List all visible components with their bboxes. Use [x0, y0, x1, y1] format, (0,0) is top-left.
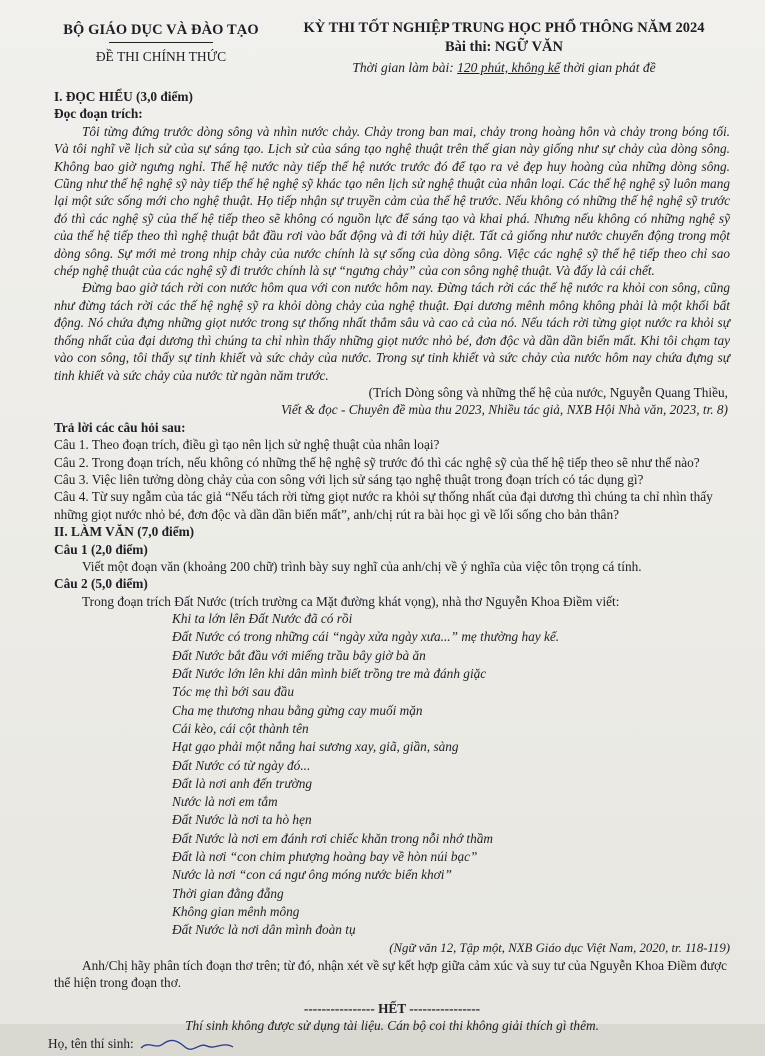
exam-note: Thí sinh không được sử dụng tài liệu. Cán bộ coi thi không giải thích gì thêm.	[185, 1018, 599, 1034]
poem-line: Đất Nước là nơi ta hò hẹn	[172, 812, 312, 828]
poem-line: Đất là nơi anh đến trường	[172, 775, 313, 791]
essay-2-task: Anh/Chị hãy phân tích đoạn thơ trên; từ đó, nhận xét về sự kết hợp giữa cảm xúc và suy tư của Nguyễn Khoa Điềm được thể hiện trong đoạn thơ.	[54, 957, 728, 991]
official-label: ĐỀ THI CHÍNH THỨC	[95, 49, 227, 65]
poem-line: Thời gian đằng đẵng	[172, 885, 284, 901]
question-2: Câu 2. Trong đoạn trích, nếu không có những thế hệ nghệ sỹ trước đó thì các nghệ sỹ của thế hệ tiếp theo sẽ như thế nào?	[54, 454, 700, 470]
part1-title: I. ĐỌC HIỂU (3,0 điểm)	[54, 89, 193, 104]
essay-2-intro: Trong đoạn trích Đất Nước (trích trường ca Mặt đường khát vọng), nhà thơ Nguyễn Khoa Điềm viết:	[82, 593, 620, 609]
candidate-label: Họ, tên thí sinh:	[48, 1035, 134, 1051]
poem-line: Đất Nước lớn lên khi dân mình biết trồng tre mà đánh giặc	[172, 666, 487, 682]
poem-line: Cha mẹ thương nhau bằng gừng cay muối mặn	[172, 702, 423, 718]
poem-line: Đất Nước là nơi em đánh rơi chiếc khăn trong nỗi nhớ thầm	[172, 830, 493, 846]
exam-title: KỲ THI TỐT NGHIỆP TRUNG HỌC PHỔ THÔNG NĂM 2024	[303, 20, 705, 36]
read-label: Đọc đoạn trích:	[54, 106, 143, 122]
ministry-underline	[109, 42, 213, 43]
exam-subject: Bài thi: NGỮ VĂN	[444, 39, 564, 56]
header-left	[56, 22, 266, 66]
part2-title: II. LÀM VĂN (7,0 điểm)	[54, 524, 195, 540]
poem-line: Khi ta lớn lên Đất Nước đã có rồi	[172, 611, 353, 627]
poem-line: Hạt gạo phải một nắng hai sương xay, giã, giần, sàng	[172, 739, 459, 755]
poem-line: Nước là nơi “con cá ngư ông móng nước biển khơi”	[172, 867, 452, 883]
exam-body	[48, 88, 730, 1052]
question-1: Câu 1. Theo đoạn trích, điều gì tạo nên lịch sử nghệ thuật của nhân loại?	[54, 437, 440, 453]
poem-line: Tóc mẹ thì bới sau đầu	[172, 684, 294, 700]
poem-line: Đất Nước có trong những cái “ngày xửa ngày xưa...” mẹ thường hay kể.	[172, 629, 560, 645]
essay-1-prompt: Viết một đoạn văn (khoảng 200 chữ) trình bày suy nghĩ của anh/chị về ý nghĩa của việc tôn trọng cá tính.	[82, 558, 642, 574]
poem-source: (Ngữ văn 12, Tập một, NXB Giáo dục Việt Nam, 2020, tr. 118-119)	[389, 940, 730, 955]
question-4: Câu 4. Từ suy ngẫm của tác giả “Nếu tách rời từng giọt nước ra khỏi sự thống nhất của đại dương thì chúng ta chỉ nhìn thấy những giọt nước nhỏ bé, đơn độc và dần dần biến mất”, anh/chị rút ra bài học gì về lối sống cho bản thân?	[54, 489, 713, 522]
poem-line: Nước là nơi em tắm	[172, 794, 278, 810]
exam-time	[284, 59, 724, 76]
candidate-name-line	[48, 1035, 730, 1052]
time-underlined: 120 phút, không kể	[457, 59, 560, 75]
passage-source-1: (Trích Dòng sông và những thế hệ của nước, Nguyễn Quang Thiều,	[368, 384, 728, 400]
poem-line: Đất là nơi “con chim phượng hoàng bay về hòn núi bạc”	[172, 849, 478, 865]
essay-2-label: Câu 2 (5,0 điểm)	[54, 576, 148, 592]
handwriting-scribble	[137, 1038, 287, 1052]
essay-1-label: Câu 1 (2,0 điểm)	[54, 541, 148, 557]
poem-line: Đất Nước là nơi dân mình đoàn tụ	[172, 922, 356, 938]
header-right	[284, 20, 724, 76]
time-suffix: thời gian phát đề	[559, 59, 656, 75]
question-3: Câu 3. Việc liên tưởng dòng chảy của con sông với lịch sử sáng tạo nghệ thuật trong đoạn trích có tác dụng gì?	[54, 471, 644, 487]
poem-line: Cái kèo, cái cột thành tên	[172, 720, 309, 736]
passage-paragraph-1: Tôi từng đứng trước dòng sông và nhìn nước chảy. Chảy trong ban mai, chảy trong hoàng hôn và chảy trong bóng tối. Và tôi nghĩ về lịch sử của sự sáng tạo. Lịch sử của sáng tạo nghệ thuật trên thế gian này giống như sự chảy của dòng sông. Không bao giờ ngưng nghỉ. Thế hệ nước này tiếp thế hệ nước trước đó để tạo ra vẻ đẹp huy hoàng của những dòng sông. Cũng như thế hệ nghệ sỹ này tiếp thế hệ nghệ sỹ khác tạo nên lịch sử nghệ thuật của nhân loại. Các thế hệ nghệ sỹ luôn mang lại một sức sống mới cho nghệ thuật. Họ tiếp nhận sự truyền cảm của thế hệ trước. Nếu không có những thế hệ nghệ sỹ trước đó thì các nghệ sỹ của thế hệ tiếp theo sẽ không có nguồn lực để sáng tạo và khai phá. Nhưng nếu không có những nghệ sỹ của thế hệ tiếp theo thì nghệ thuật bắt đầu rơi vào bất động và đi tới hủy diệt. Tất cả giống như nước chuyển động trong một dòng sông. Sự mới mẻ trong nhịp chảy của nước chính là sự sống của dòng sông. Việc các nghệ sỹ thế hệ tiếp theo chỉ sao chép nghệ thuật của các nghệ sỹ đi trước chính là sự “ngưng chảy” của con sông nghệ thuật. Và đấy là cái chết.	[54, 123, 730, 279]
time-prefix: Thời gian làm bài:	[352, 59, 458, 75]
passage-paragraph-2: Đừng bao giờ tách rời con nước hôm qua với con nước hôm nay. Đừng tách rời các thế hệ nước ra khỏi con sông, cũng như đừng tách rời các thế hệ nghệ sỹ ra khỏi dòng chảy của nghệ thuật. Đại dương mênh mông không phải là một khối bất động. Nó chứa đựng những giọt nước trong sự thống nhất thẳm sâu và cao cả của nó. Nếu tách rời từng giọt nước ra khỏi sự thống nhất của đại dương thì chúng ta chỉ nhìn thấy những giọt nước nhỏ bé, đơn độc và dần dần biến mất. Khi tôi chạm tay vào con sông, tôi thấy sự tinh khiết và sức chảy của nước. Trong sự tinh khiết và sức chảy của nước hôm nay chứa đựng sự tinh khiết và sức chảy của nước từ ngàn năm trước.	[54, 280, 730, 383]
passage-source-2: Viết & đọc - Chuyên đề mùa thu 2023, Nhiều tác giả, NXB Hội Nhà văn, 2023, tr. 8)	[281, 402, 728, 418]
end-marker: ---------------- HẾT ----------------	[303, 1000, 481, 1016]
poem	[172, 610, 730, 939]
poem-line: Đất Nước có từ ngày đó...	[172, 757, 311, 773]
poem-line: Không gian mênh mông	[172, 903, 300, 919]
poem-line: Đất Nước bắt đầu với miếng trầu bây giờ bà ăn	[172, 647, 426, 663]
ministry-name: BỘ GIÁO DỤC VÀ ĐÀO TẠO	[63, 22, 259, 38]
answer-label: Trả lời các câu hỏi sau:	[54, 419, 186, 435]
